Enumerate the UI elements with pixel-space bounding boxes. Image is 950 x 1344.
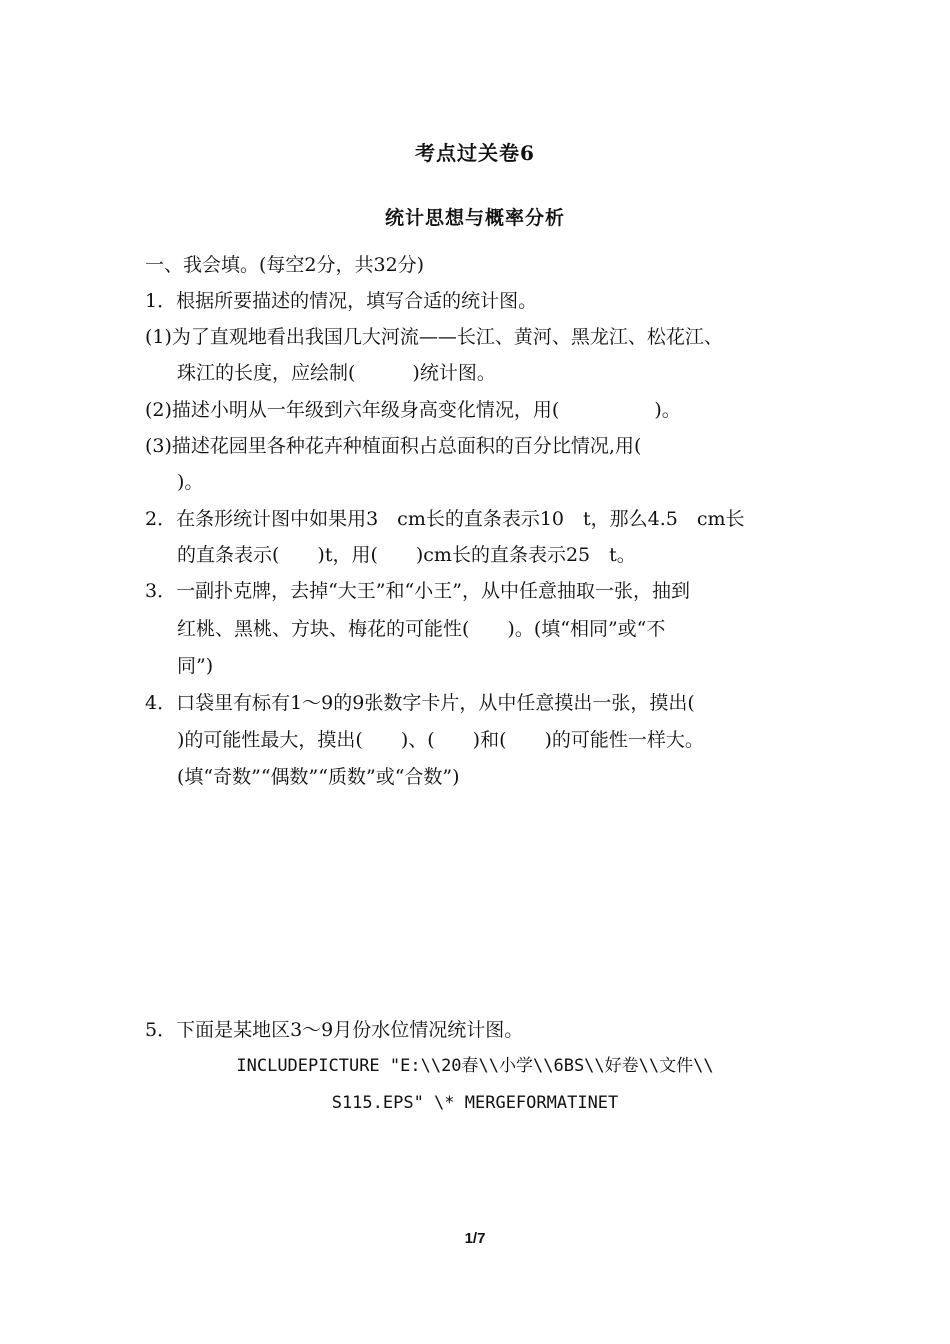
question-2-line-2: 的直条表示( )t，用( )cm长的直条表示25 t。 xyxy=(177,544,636,566)
question-1-stem: 1．根据所要描述的情况，填写合适的统计图。 xyxy=(145,290,538,312)
question-1-part-1-cont: 珠江的长度，应绘制( )统计图。 xyxy=(177,362,496,384)
question-1-part-2: (2)描述小明从一年级到六年级身高变化情况，用( )。 xyxy=(145,399,681,421)
page-number: 1/7 xyxy=(464,1230,486,1247)
section-heading: 一、我会填。(每空2分，共32分) xyxy=(145,254,425,276)
field-code-line-1: INCLUDEPICTURE "E:\\20春\\小学\\6BS\\好卷\\文件\\ xyxy=(236,1056,714,1076)
question-3-line-2: 红桃、黑桃、方块、梅花的可能性( )。(填“相同”或“不 xyxy=(177,618,666,640)
question-1-part-3: (3)描述花园里各种花卉种植面积占总面积的百分比情况,用( xyxy=(145,435,642,457)
question-1-part-3-cont: )。 xyxy=(177,471,204,493)
question-2-line-1: 2．在条形统计图中如果用3 cm长的直条表示10 t，那么4.5 cm长 xyxy=(145,508,745,530)
page-title: 考点过关卷6 xyxy=(415,141,535,165)
question-1-part-1: (1)为了直观地看出我国几大河流——长江、黄河、黑龙江、松花江、 xyxy=(145,326,723,348)
page-subtitle: 统计思想与概率分析 xyxy=(384,207,565,229)
question-5-stem: 5．下面是某地区3～9月份水位情况统计图。 xyxy=(145,1019,524,1041)
question-4-line-3: (填“奇数”“偶数”“质数”或“合数”) xyxy=(177,766,460,788)
field-code-line-2: S115.EPS" \* MERGEFORMATINET xyxy=(331,1093,619,1113)
question-3-line-3: 同”) xyxy=(177,655,214,677)
question-3-line-1: 3．一副扑克牌，去掉“大王”和“小王”，从中任意抽取一张，抽到 xyxy=(145,580,690,602)
question-4-line-2: )的可能性最大，摸出( )、( )和( )的可能性一样大。 xyxy=(177,729,704,751)
question-4-line-1: 4．口袋里有标有1～9的9张数字卡片，从中任意摸出一张，摸出( xyxy=(145,692,695,714)
